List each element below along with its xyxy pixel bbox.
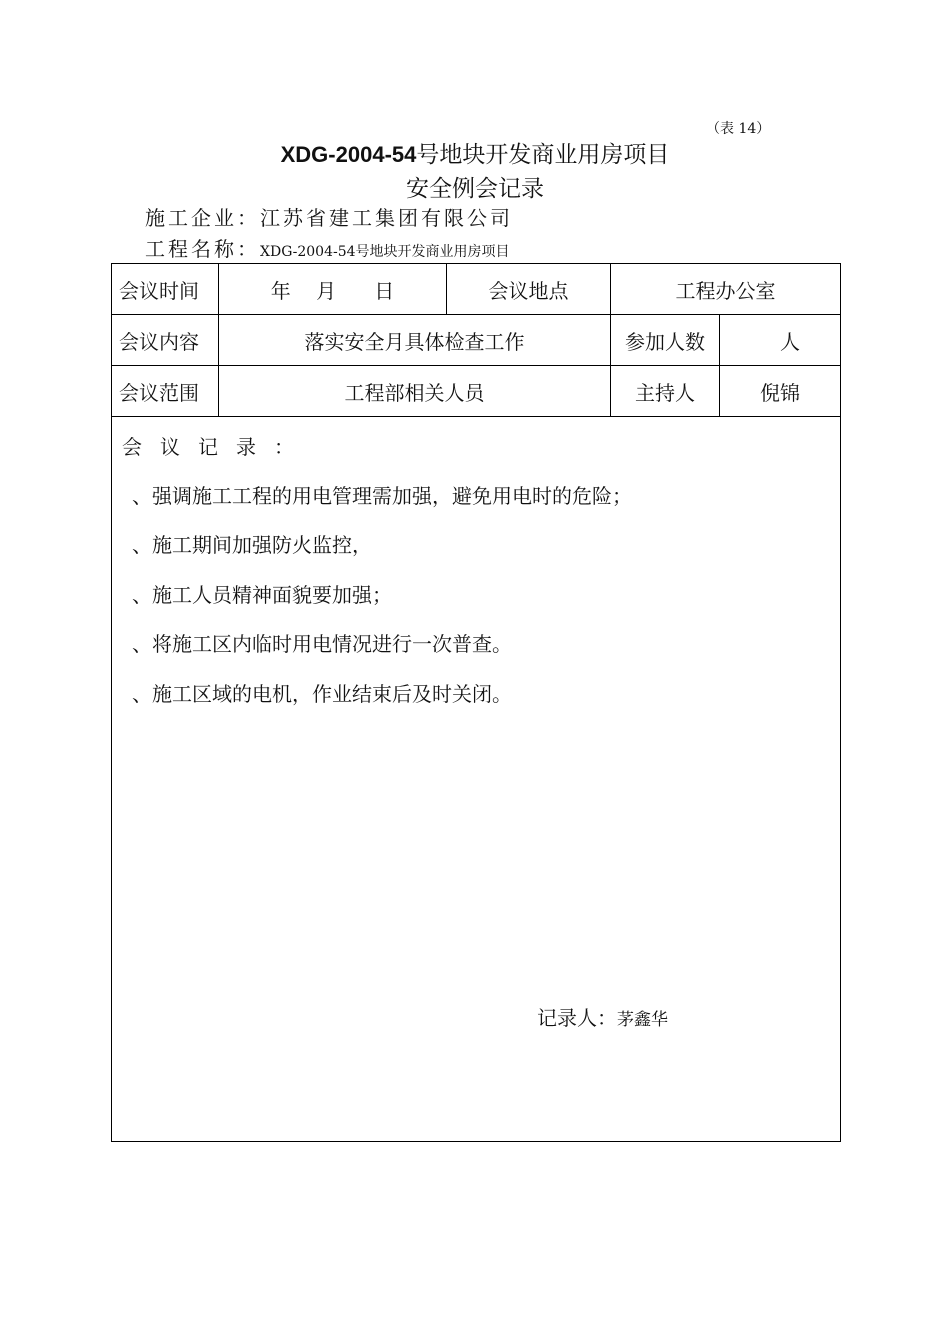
meeting-scope-value: 工程部相关人员 xyxy=(218,366,610,416)
contractor-label: 施工企业： xyxy=(145,206,260,230)
title-project-name: 号地块开发商业用房项目 xyxy=(416,142,670,168)
contractor-row xyxy=(145,202,513,231)
page-subtitle: 安全例会记录 xyxy=(406,176,544,202)
meeting-scope-label: 会议范围 xyxy=(119,380,199,405)
minutes-item: 、施工区域的电机，作业结束后及时关闭。 xyxy=(132,682,512,706)
table-row-scope xyxy=(112,366,840,417)
attendee-count-label: 参加人数 xyxy=(610,315,719,365)
meeting-location-value: 工程办公室 xyxy=(610,264,840,314)
title-project-code: XDG-2004-54 xyxy=(280,142,417,167)
meeting-record-table xyxy=(111,263,841,1142)
recorder-line xyxy=(537,1002,668,1031)
minutes-item: 、强调施工工程的用电管理需加强，避免用电时的危险； xyxy=(132,484,632,508)
minutes-item: 、施工人员精神面貌要加强； xyxy=(132,583,392,607)
minutes-item: 、施工期间加强防火监控， xyxy=(132,533,372,557)
recorder-name: 茅鑫华 xyxy=(617,1010,668,1030)
project-row xyxy=(145,233,510,262)
contractor-value: 江苏省建工集团有限公司 xyxy=(260,206,513,230)
meeting-content-label: 会议内容 xyxy=(119,329,199,354)
host-label: 主持人 xyxy=(610,366,719,416)
recorder-label: 记录人： xyxy=(537,1006,617,1030)
minutes-heading: 会议记录： xyxy=(122,435,312,459)
attendee-count-value: 人 xyxy=(719,315,840,365)
host-value: 倪锦 xyxy=(719,366,840,416)
table-row-content xyxy=(112,315,840,366)
table-row-time xyxy=(112,264,840,315)
page-title xyxy=(0,136,950,169)
meeting-location-label: 会议地点 xyxy=(446,264,610,314)
project-value: XDG-2004-54号地块开发商业用房项目 xyxy=(260,244,510,260)
table-number: （表 14） xyxy=(706,121,771,137)
minutes-item: 、将施工区内临时用电情况进行一次普查。 xyxy=(132,632,512,656)
meeting-time-value: 年 月 日 xyxy=(218,264,446,314)
project-label: 工程名称： xyxy=(145,237,260,261)
minutes-section xyxy=(112,417,840,1141)
meeting-time-label: 会议时间 xyxy=(119,278,199,303)
meeting-content-value: 落实安全月具体检查工作 xyxy=(218,315,610,365)
